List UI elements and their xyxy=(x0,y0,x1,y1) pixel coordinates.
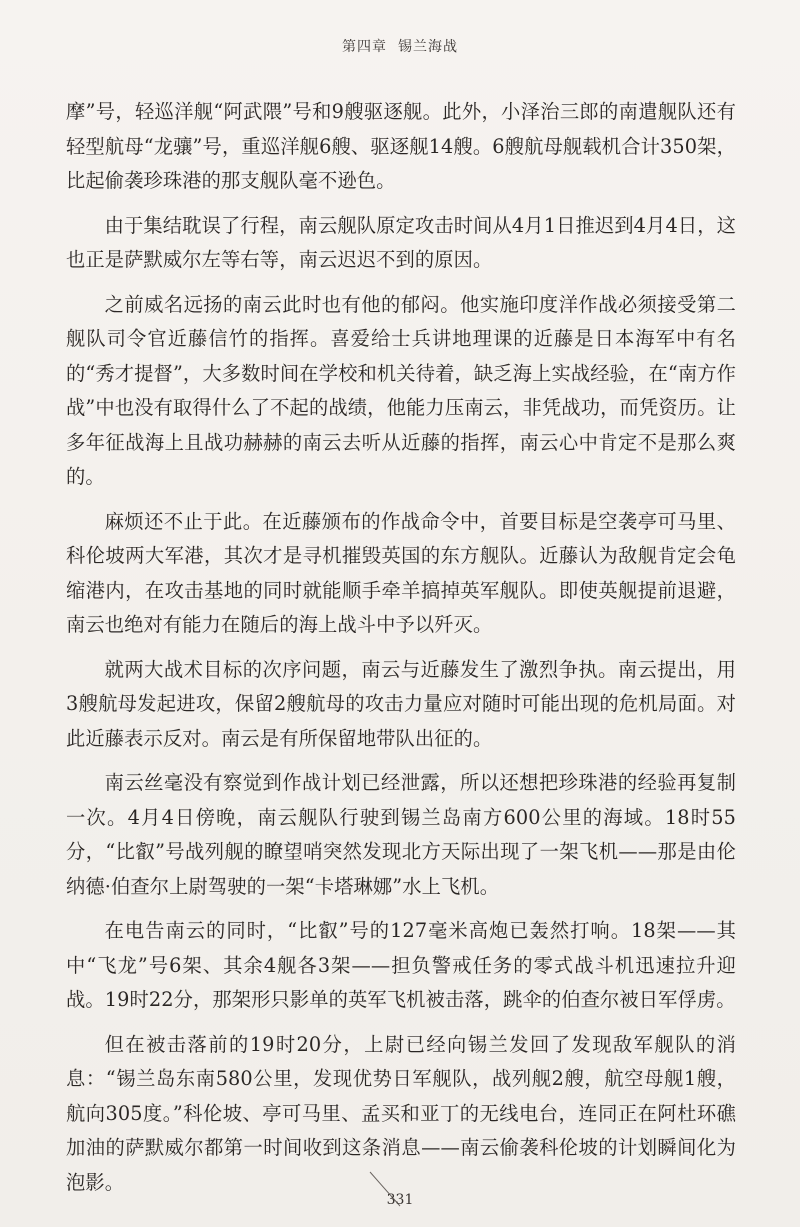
chapter-number: 第四章 xyxy=(342,39,388,55)
paragraph-6: 南云丝毫没有察觉到作战计划已经泄露，所以还想把珍珠港的经验再复制一次。4月4日傍晚，南云舰队行驶到锡兰岛南方600公里的海域。18时55分，“比叡”号战列舰的瞭望哨突然发现北方天际出现了一架飞机——那是由伦纳德·伯查尔上尉驾驶的一架“卡塔琳娜”水上飞机。 xyxy=(66,771,736,898)
paragraph-4: 麻烦还不止于此。在近藤颁布的作战命令中，首要目标是空袭亭可马里、科伦坡两大军港，其次才是寻机摧毁英国的东方舰队。近藤认为敌舰肯定会龟缩港内，在攻击基地的同时就能顺手牵羊搞掉英军舰队。即使英舰提前退避，南云也绝对有能力在随后的海上战斗中予以歼灭。 xyxy=(66,509,736,636)
page-number: 331 xyxy=(386,1192,414,1208)
paragraph-7: 在电告南云的同时，“比叡”号的127毫米高炮已轰然打响。18架——其中“飞龙”号6架、其余4舰各3架——担负警戒任务的零式战斗机迅速拉升迎战。19时22分，那架形只影单的英军飞机被击落，跳伞的伯查尔被日军俘虏。 xyxy=(66,919,736,1011)
body-text xyxy=(66,95,736,1210)
paragraph-5: 就两大战术目标的次序问题，南云与近藤发生了激烈争执。南云提出，用3艘航母发起进攻，保留2艘航母的攻击力量应对随时可能出现的危机局面。对此近藤表示反对。南云是有所保留地带队出征的。 xyxy=(66,657,736,750)
paragraph-3: 之前威名远扬的南云此时也有他的郁闷。他实施印度洋作战必须接受第二舰队司令官近藤信竹的指挥。喜爱给士兵讲地理课的近藤是日本海军中有名的“秀才提督”，大多数时间在学校和机关待着，缺乏海上实战经验，在“南方作战”中也没有取得什么了不起的战绩，他能力压南云，非凭战功，而凭资历。让多年征战海上且战功赫赫的南云去听从近藤的指挥，南云心中肯定不是那么爽的。 xyxy=(66,292,736,488)
paragraph-8: 但在被击落前的19时20分，上尉已经向锡兰发回了发现敌军舰队的消息：“锡兰岛东南580公里，发现优势日军舰队，战列舰2艘，航空母舰1艘，航向305度。”科伦坡、亭可马里、孟买和亚丁的无线电台，连同正在阿杜环礁加油的萨默威尔都第一时间收到这条消息——南云偷袭科伦坡的计划瞬间化为泡影。 xyxy=(66,1032,736,1194)
chapter-title: 锡兰海战 xyxy=(397,39,458,55)
paragraph-2: 由于集结耽误了行程，南云舰队原定攻击时间从4月1日推迟到4月4日，这也正是萨默威尔左等右等，南云迟迟不到的原因。 xyxy=(66,213,736,271)
paragraph-1: 摩”号，轻巡洋舰“阿武隈”号和9艘驱逐舰。此外，小泽治三郎的南遣舰队还有轻型航母“龙骧”号，重巡洋舰6艘、驱逐舰14艘。6艘航母舰载机合计350架，比起偷袭珍珠港的那支舰队毫不逊色。 xyxy=(66,100,736,192)
running-header xyxy=(0,36,800,56)
